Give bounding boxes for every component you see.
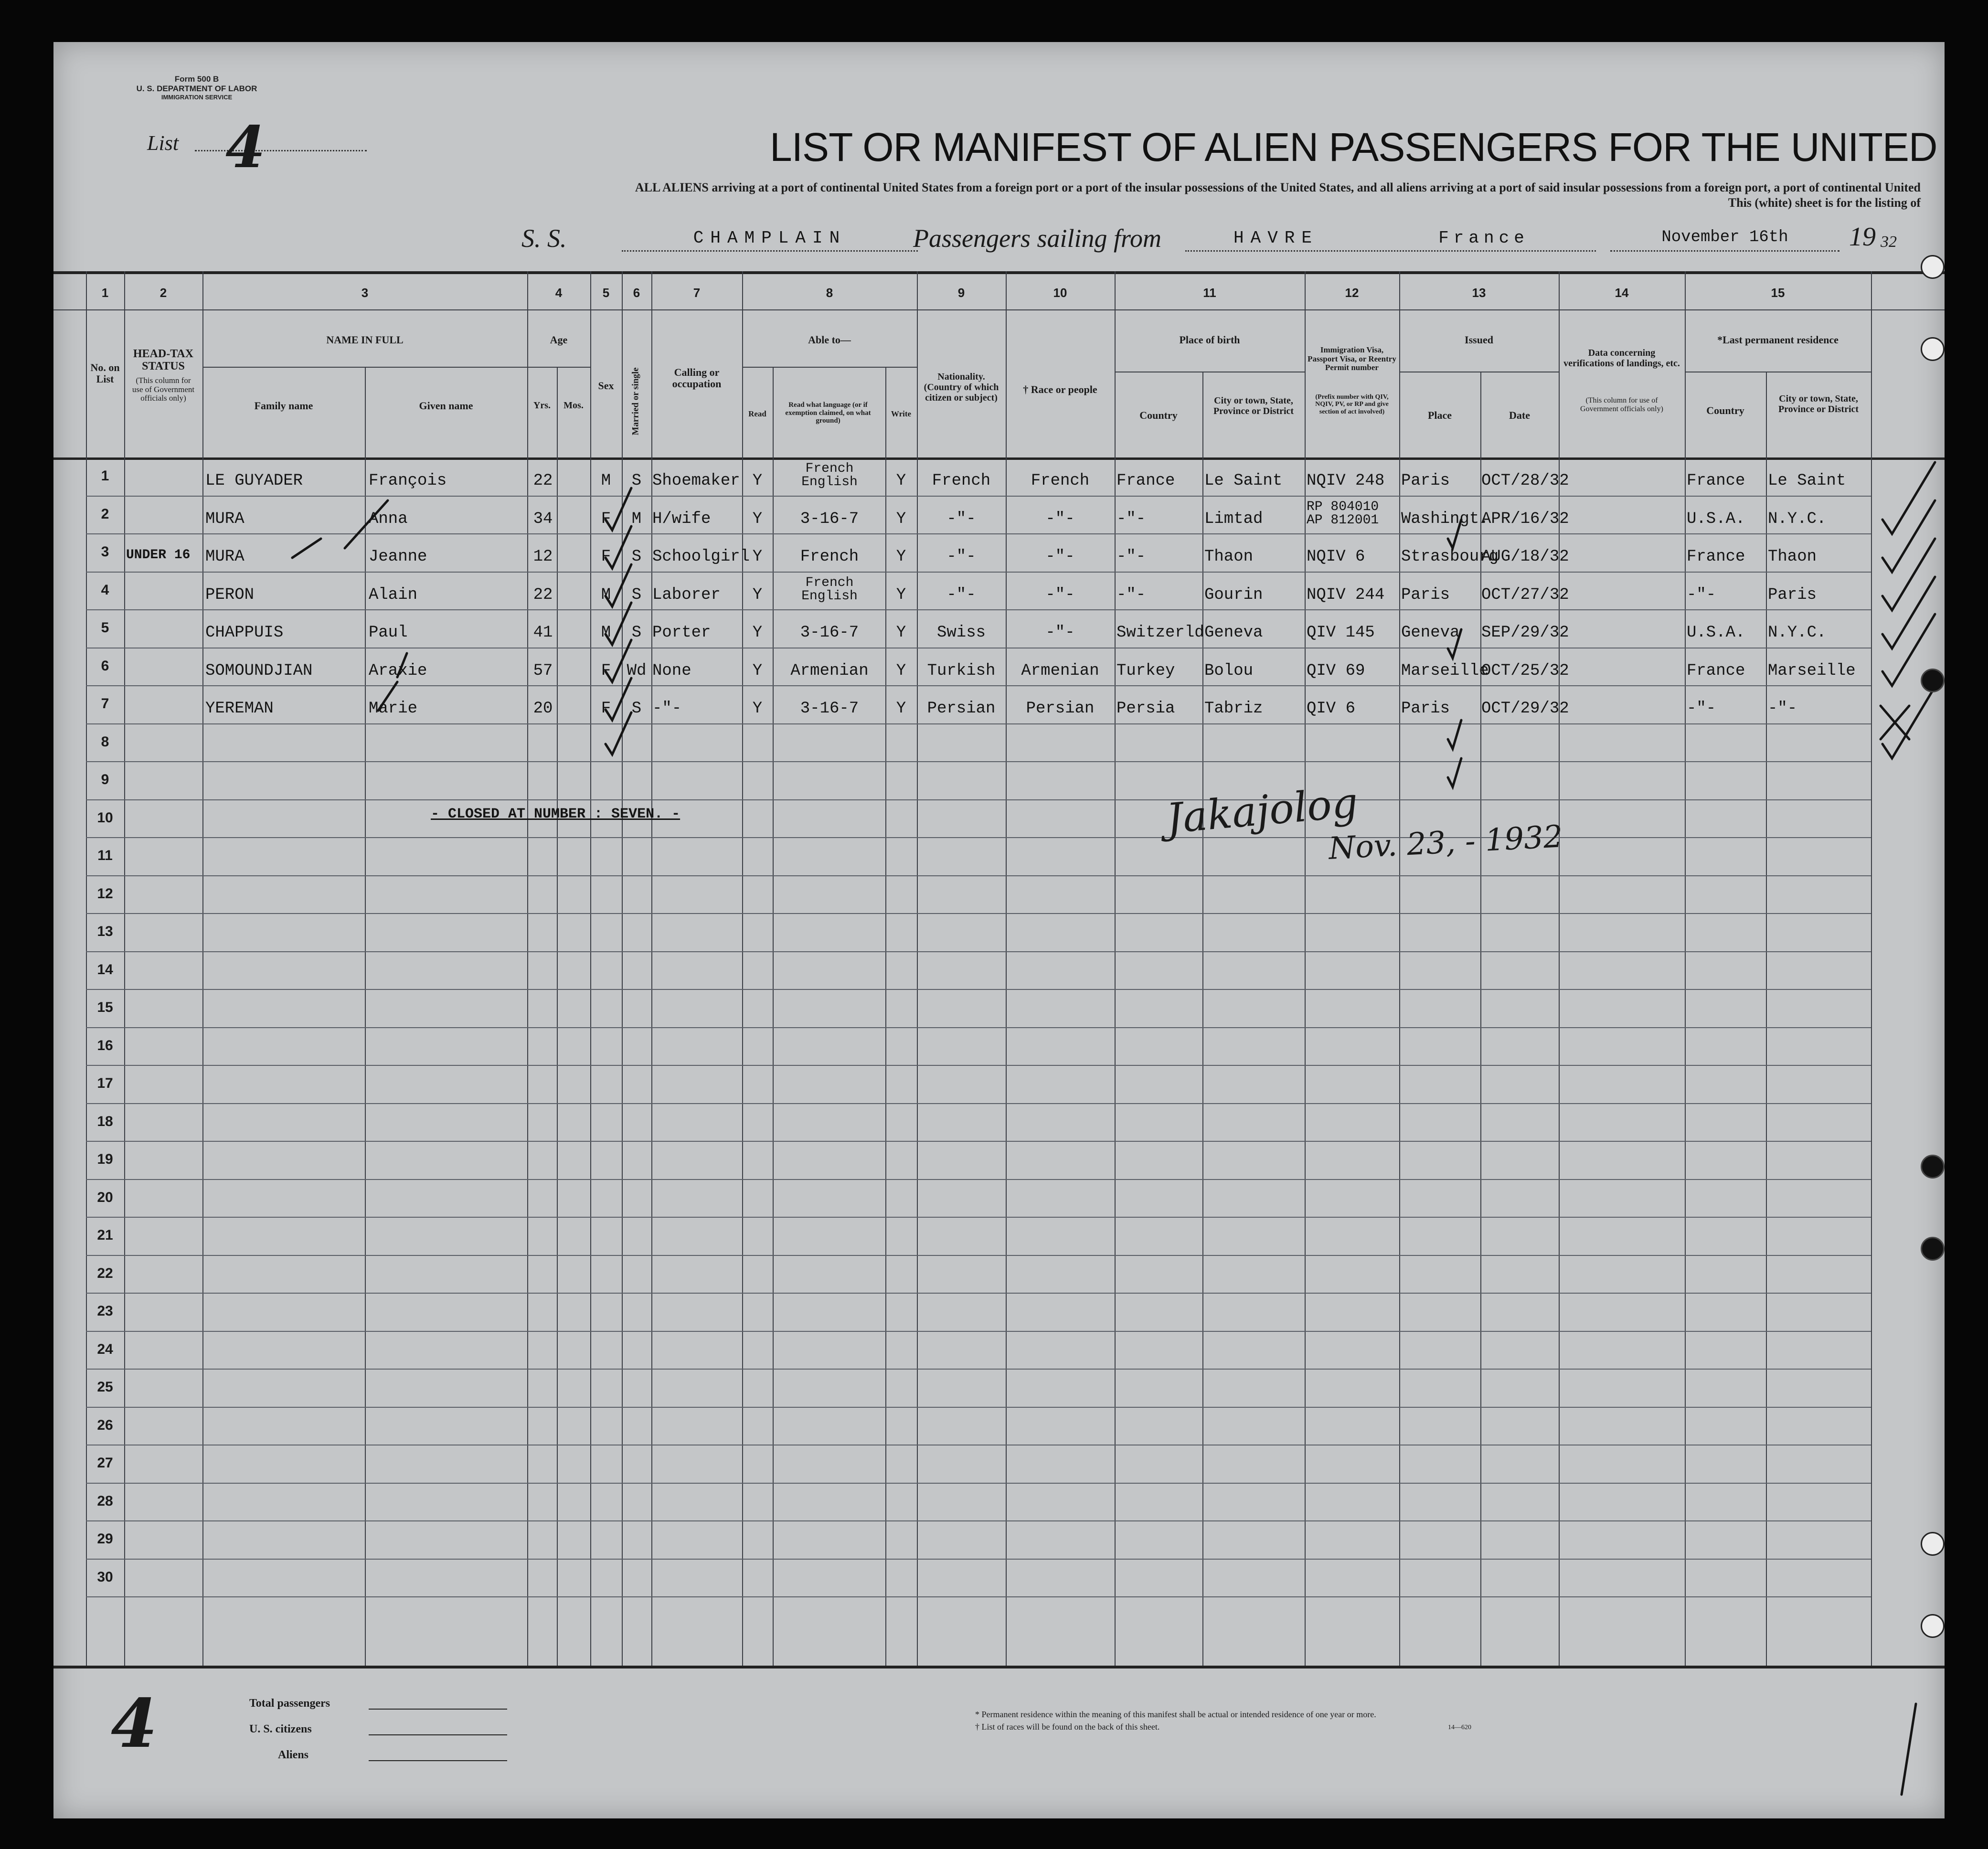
- row-number: 9: [101, 772, 109, 787]
- cell-no: 3: [101, 544, 109, 560]
- header-birth-country: Country: [1139, 409, 1178, 421]
- cell-nationality: French: [932, 472, 991, 490]
- cell-read: Y: [752, 510, 763, 528]
- cell-read: Y: [752, 548, 763, 566]
- list-number: 4: [225, 114, 266, 181]
- cell-visa: QIV 69: [1307, 661, 1365, 680]
- cell-no: 7: [101, 696, 109, 712]
- footer-note-1: * Permanent residence within the meaning of this manifest shall be actual or intended residence of one year or more.: [975, 1710, 1376, 1719]
- header-nationality: Nationality. (Country of which citizen or subject): [924, 372, 999, 403]
- check-margin-4: [1882, 577, 1935, 648]
- col-num-11: 11: [1203, 286, 1216, 300]
- check-issued-7: [1448, 758, 1461, 787]
- row-number: 18: [97, 1113, 113, 1129]
- header-read: Read: [748, 409, 766, 418]
- row-number: 23: [97, 1303, 113, 1319]
- cell-nationality: Turkish: [927, 661, 996, 680]
- row-number: 13: [97, 924, 113, 939]
- row-number: 8: [101, 733, 109, 750]
- col-num-3: 3: [361, 286, 369, 300]
- cell-nationality: -"-: [946, 585, 976, 604]
- cell-married: S: [631, 472, 642, 490]
- cell-family: CHAPPUIS: [205, 624, 284, 642]
- cell-family: SOMOUNDJIAN: [205, 661, 313, 680]
- stroke-name-5: [378, 682, 397, 711]
- cell-birth-country: -"-: [1116, 510, 1146, 528]
- row-number: 26: [97, 1417, 113, 1433]
- footer-aliens: Aliens: [278, 1749, 309, 1761]
- row-number: 12: [97, 885, 113, 902]
- cell-occupation: -"-: [652, 700, 682, 718]
- check-sex-5: [606, 640, 631, 682]
- cell-res-city: Marseille: [1768, 661, 1856, 680]
- cell-issued-place: Washingt.: [1401, 510, 1489, 528]
- cell-sex: F: [601, 510, 611, 528]
- header-yrs: Yrs.: [533, 400, 551, 411]
- cell-given: Alain: [369, 585, 418, 604]
- row-number: 28: [97, 1493, 113, 1509]
- cell-birth-city: Bolou: [1204, 661, 1254, 680]
- row-number: 24: [97, 1341, 113, 1357]
- cell-given: Paul: [369, 624, 408, 642]
- cell-language: Armenian: [790, 661, 869, 680]
- header-write: Write: [891, 409, 912, 418]
- closed-note: - CLOSED AT NUMBER : SEVEN. -: [431, 806, 680, 822]
- binder-hole: [1921, 1532, 1945, 1556]
- check-sex-7: [606, 712, 631, 754]
- cell-write: Y: [896, 700, 906, 718]
- cell-sex: M: [601, 585, 611, 604]
- col-num-10: 10: [1053, 286, 1067, 300]
- cell-read: Y: [752, 585, 763, 604]
- cell-race: -"-: [1045, 510, 1075, 528]
- header-calling: Calling or occupation: [672, 366, 722, 390]
- cell-married: S: [631, 624, 642, 642]
- cell-race: Armenian: [1021, 661, 1099, 680]
- stroke-name-1: [345, 500, 388, 548]
- cell-issued-date: OCT/27/32: [1481, 585, 1569, 604]
- header-sex: Sex: [598, 380, 614, 392]
- cell-language: French English: [801, 575, 858, 604]
- cell-race: Persian: [1026, 700, 1095, 718]
- footer-aliens-line: [369, 1760, 507, 1761]
- binder-hole: [1921, 337, 1945, 361]
- cell-birth-city: Gourin: [1204, 585, 1263, 604]
- footer-citizens-line: [369, 1734, 507, 1735]
- footer-total: Total passengers: [249, 1697, 330, 1710]
- cell-write: Y: [896, 510, 906, 528]
- cell-res-city: Le Saint: [1768, 472, 1846, 490]
- cell-occupation: Laborer: [652, 585, 721, 604]
- departure-country: France: [1438, 228, 1529, 248]
- annotation-date: Nov. 23, - 1932: [1328, 819, 1564, 867]
- cell-birth-city: Tabriz: [1204, 700, 1263, 718]
- cell-language: 3-16-7: [800, 510, 859, 528]
- cell-family: MURA: [205, 510, 245, 528]
- list-label: List: [147, 131, 179, 155]
- header-age: Age: [550, 334, 568, 346]
- row-number: 27: [97, 1455, 113, 1471]
- cell-no: 2: [101, 506, 109, 522]
- departure-port: HAVRE: [1233, 228, 1319, 248]
- cell-res-country: France: [1687, 472, 1745, 490]
- row-number: 25: [97, 1379, 113, 1395]
- col-num-14: 14: [1615, 286, 1629, 300]
- cell-married: S: [631, 700, 642, 718]
- row-number: 22: [97, 1265, 113, 1281]
- year-prefix: 19: [1849, 222, 1876, 252]
- cell-read: Y: [752, 661, 763, 680]
- cell-given: Jeanne: [369, 548, 427, 566]
- binder-hole: [1921, 255, 1945, 279]
- header-res-country: Country: [1706, 404, 1744, 416]
- header-issued-date: Date: [1509, 409, 1530, 421]
- cell-issued-place: Marseille: [1401, 661, 1489, 680]
- footer-total-line: [369, 1709, 507, 1710]
- subtitle-line-2: This (white) sheet is for the listing of: [1728, 196, 1921, 210]
- col-num-15: 15: [1771, 286, 1785, 300]
- cell-res-country: France: [1687, 661, 1745, 680]
- form-number: Form 500 B: [174, 74, 219, 84]
- cell-write: Y: [896, 585, 906, 604]
- cell-married: Wd: [627, 661, 647, 680]
- footer-note-2: † List of races will be found on the back of this sheet.: [975, 1722, 1160, 1732]
- cell-issued-date: APR/16/32: [1481, 510, 1569, 528]
- row-number: 10: [97, 809, 113, 826]
- row-number: 21: [97, 1227, 113, 1243]
- header-place-of-birth: Place of birth: [1179, 334, 1240, 346]
- header-no-on-list: No. on List: [90, 361, 120, 385]
- cell-sex: M: [601, 624, 611, 642]
- row-number: 16: [97, 1037, 113, 1053]
- cell-sex: F: [601, 700, 611, 718]
- row-number: 19: [97, 1151, 113, 1167]
- col-num-13: 13: [1472, 286, 1486, 300]
- footer-big-number: 4: [111, 1685, 158, 1763]
- header-res-city: City or town, State, Province or District: [1778, 393, 1859, 414]
- cell-age: 20: [533, 700, 553, 718]
- cell-res-city: -"-: [1768, 700, 1797, 718]
- cell-occupation: H/wife: [652, 510, 711, 528]
- department: U. S. DEPARTMENT OF LABOR: [136, 84, 257, 93]
- cell-birth-country: Persia: [1116, 700, 1175, 718]
- cell-age: 22: [533, 472, 553, 490]
- x-mark-6: [1881, 706, 1909, 739]
- checkmarks-overlay: [53, 42, 1945, 1818]
- cell-visa: NQIV 6: [1307, 548, 1365, 566]
- cell-occupation: Schoolgirl: [652, 548, 750, 566]
- cell-given: Marie: [369, 700, 418, 718]
- cell-no: 4: [101, 582, 109, 598]
- cell-language: French: [800, 548, 859, 566]
- header-last-residence: *Last permanent residence: [1717, 334, 1839, 346]
- header-name-in-full: NAME IN FULL: [326, 334, 404, 346]
- cell-family: LE GUYADER: [205, 472, 303, 490]
- check-issued-1: [1448, 520, 1461, 548]
- cell-sex: F: [601, 548, 611, 566]
- row-number: 14: [97, 961, 113, 978]
- col-num-8: 8: [826, 286, 833, 300]
- service: IMMIGRATION SERVICE: [161, 94, 233, 101]
- cell-sex: F: [601, 661, 611, 680]
- cell-family: YEREMAN: [205, 700, 274, 718]
- cell-race: -"-: [1045, 548, 1075, 566]
- header-read-language: Read what language (or if exemption claimed, on what ground): [785, 401, 871, 425]
- cell-visa: NQIV 244: [1307, 585, 1385, 604]
- cell-language: 3-16-7: [800, 624, 859, 642]
- header-able-to: Able to—: [808, 334, 851, 346]
- stroke-name-2: [292, 539, 321, 558]
- header-birth-city: City or town, State, Province or District: [1213, 395, 1294, 416]
- check-issued-4: [1448, 629, 1461, 658]
- cell-issued-place: Paris: [1401, 700, 1450, 718]
- cell-age: 57: [533, 661, 553, 680]
- cell-married: S: [631, 548, 642, 566]
- cell-issued-date: OCT/25/32: [1481, 661, 1569, 680]
- col-num-4: 4: [555, 286, 563, 300]
- cell-birth-country: Switzerld: [1116, 624, 1204, 642]
- header-visa: Immigration Visa, Passport Visa, or Reentry Permit number: [1308, 345, 1396, 372]
- cell-issued-place: Paris: [1401, 585, 1450, 604]
- cell-res-country: -"-: [1687, 700, 1716, 718]
- cell-head-tax: UNDER 16: [126, 548, 191, 563]
- binder-hole: [1921, 1614, 1945, 1638]
- cell-race: -"-: [1045, 585, 1075, 604]
- subtitle-line-1: ALL ALIENS arriving at a port of continental United States from a foreign port or a port of the insular possessions of the United States, and all aliens arriving at a port of said insular possessions from a foreign port, a port of continental United: [635, 181, 1921, 194]
- header-head-tax-note: (This column for use of Government officials only): [132, 376, 195, 403]
- cell-issued-date: SEP/29/32: [1481, 624, 1569, 642]
- cell-race: -"-: [1045, 624, 1075, 642]
- cell-nationality: Swiss: [936, 624, 986, 642]
- cell-married: S: [631, 585, 642, 604]
- header-visa-note: (Prefix number with QIV, NQIV, PV, or RP and give section of act involved): [1315, 393, 1389, 415]
- cell-birth-country: -"-: [1116, 585, 1146, 604]
- cell-issued-place: Strasbourg: [1401, 548, 1499, 566]
- col-num-9: 9: [957, 286, 965, 300]
- footer-code: 14—620: [1448, 1724, 1471, 1731]
- cell-birth-city: Limtad: [1204, 510, 1263, 528]
- check-sex-2: [606, 526, 631, 568]
- col-num-2: 2: [159, 286, 167, 300]
- cell-visa: RP 804010 AP 812001: [1307, 499, 1379, 528]
- cell-visa: NQIV 248: [1307, 472, 1385, 490]
- row-number: 20: [97, 1189, 113, 1205]
- binder-hole: [1921, 669, 1945, 692]
- cell-language: 3-16-7: [800, 700, 859, 718]
- cell-birth-city: Geneva: [1204, 624, 1263, 642]
- cell-visa: QIV 6: [1307, 700, 1356, 718]
- cell-birth-country: France: [1116, 472, 1175, 490]
- check-margin-7: [1882, 687, 1935, 758]
- cell-no: 6: [101, 658, 109, 674]
- header-issued: Issued: [1465, 334, 1493, 346]
- check-sex-3: [606, 564, 631, 606]
- cell-issued-place: Geneva: [1401, 624, 1460, 642]
- cell-nationality: -"-: [946, 548, 976, 566]
- cell-given: Araxie: [369, 661, 427, 680]
- cell-write: Y: [896, 472, 906, 490]
- check-sex-1: [606, 488, 631, 530]
- cell-age: 41: [533, 624, 553, 642]
- header-race: † Race or people: [1023, 383, 1097, 395]
- stroke-name-4: [397, 653, 407, 677]
- year-suffix: 32: [1881, 233, 1897, 251]
- check-margin-2: [1882, 500, 1935, 572]
- cell-issued-place: Paris: [1401, 472, 1450, 490]
- sailing-label: Passengers sailing from: [913, 224, 1162, 253]
- col-num-6: 6: [633, 286, 640, 300]
- cell-no: 5: [101, 620, 109, 636]
- ship-name: CHAMPLAIN: [693, 228, 847, 248]
- sailing-date: November 16th: [1661, 228, 1788, 246]
- cell-birth-country: -"-: [1116, 548, 1146, 566]
- cell-read: Y: [752, 624, 763, 642]
- cell-sex: M: [601, 472, 611, 490]
- header-head-tax: HEAD-TAX STATUS: [133, 348, 194, 373]
- row-number: 17: [97, 1075, 113, 1091]
- cell-age: 22: [533, 585, 553, 604]
- cell-age: 12: [533, 548, 553, 566]
- check-sex-4: [606, 603, 631, 645]
- cell-birth-city: Le Saint: [1204, 472, 1283, 490]
- cell-res-city: Paris: [1768, 585, 1817, 604]
- cell-given: François: [369, 472, 447, 490]
- check-sex-6: [606, 678, 631, 720]
- cell-res-city: Thaon: [1768, 548, 1817, 566]
- cell-write: Y: [896, 661, 906, 680]
- cell-res-city: N.Y.C.: [1768, 510, 1827, 528]
- page-title: LIST OR MANIFEST OF ALIEN PASSENGERS FOR THE UNITED: [770, 125, 1937, 170]
- cell-visa: QIV 145: [1307, 624, 1375, 642]
- cell-birth-country: Turkey: [1116, 661, 1175, 680]
- row-number: 15: [97, 999, 113, 1015]
- cell-res-country: France: [1687, 548, 1745, 566]
- header-given-name: Given name: [419, 400, 473, 412]
- row-number: 11: [97, 848, 113, 863]
- cell-read: Y: [752, 472, 763, 490]
- manifest-sheet: [53, 42, 1945, 1818]
- cell-race: French: [1031, 472, 1090, 490]
- header-landing: Data concerning verifications of landings, etc.: [1563, 348, 1680, 369]
- row-number: 29: [97, 1531, 113, 1547]
- check-margin-1: [1882, 462, 1935, 534]
- header-family-name: Family name: [254, 400, 313, 412]
- cell-married: M: [631, 510, 642, 528]
- cell-family: MURA: [205, 548, 245, 566]
- cell-issued-date: OCT/28/32: [1481, 472, 1569, 490]
- check-margin-3: [1882, 539, 1935, 610]
- cell-given: Anna: [369, 510, 408, 528]
- footer-us-citizens: U. S. citizens: [249, 1723, 312, 1735]
- binder-hole: [1921, 1155, 1945, 1179]
- cell-write: Y: [896, 548, 906, 566]
- cell-nationality: -"-: [946, 510, 976, 528]
- cell-language: French English: [801, 461, 858, 489]
- cell-read: Y: [752, 700, 763, 718]
- header-issued-place: Place: [1427, 409, 1452, 421]
- cell-res-country: -"-: [1687, 585, 1716, 604]
- col-num-7: 7: [693, 286, 701, 300]
- cell-res-country: U.S.A.: [1687, 510, 1745, 528]
- cell-nationality: Persian: [927, 700, 996, 718]
- margin-stroke: [1902, 1704, 1916, 1795]
- binder-hole: [1921, 1237, 1945, 1261]
- ss-label: S. S.: [521, 224, 567, 253]
- cell-birth-city: Thaon: [1204, 548, 1254, 566]
- cell-occupation: Porter: [652, 624, 711, 642]
- cell-occupation: None: [652, 661, 691, 680]
- row-number: 30: [97, 1569, 113, 1585]
- header-married: Married or single: [630, 367, 641, 436]
- col-num-12: 12: [1345, 286, 1359, 300]
- cell-issued-date: AUG/18/32: [1481, 548, 1569, 566]
- col-num-5: 5: [602, 286, 610, 300]
- check-issued-6: [1448, 720, 1461, 749]
- header-mos: Mos.: [563, 400, 584, 411]
- cell-family: PERON: [205, 585, 255, 604]
- col-num-1: 1: [101, 286, 109, 300]
- cell-res-city: N.Y.C.: [1768, 624, 1827, 642]
- cell-issued-date: OCT/29/32: [1481, 700, 1569, 718]
- cell-age: 34: [533, 510, 553, 528]
- annotation-signature: Jakajolog: [1164, 778, 1360, 843]
- cell-occupation: Shoemaker: [652, 472, 740, 490]
- cell-res-country: U.S.A.: [1687, 624, 1745, 642]
- header-landing-note: (This column for use of Government officials only): [1580, 396, 1663, 413]
- cell-no: 1: [101, 468, 109, 484]
- cell-write: Y: [896, 624, 906, 642]
